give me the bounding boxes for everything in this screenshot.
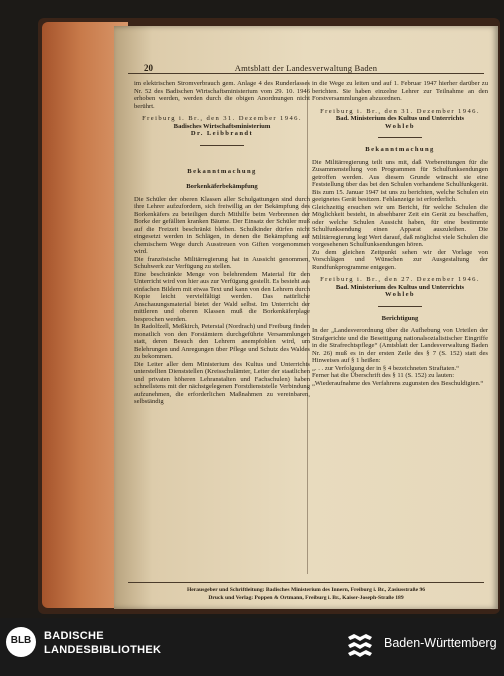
page-number: 20 [144, 63, 153, 73]
left-separator [200, 145, 244, 146]
left-column [134, 80, 310, 406]
blb-logo-mark: BLB [10, 635, 32, 646]
left-signer: Dr. Leibbrandt [190, 130, 254, 137]
library-name-line2: LANDESBIBLIOTHEK [44, 644, 162, 656]
correction-paragraph: In der „Landesverordnung über die Aufhebung von Urteilen der Strafgerichte und die Beseitigung nationalsozialistischer Eingriffe in die Strafrechtspflege“ (Amtsblatt der Landesverwaltung Baden Nr. 26) muß es in der ersten Zeile des § 7 (S. 152) statt des Hinweises auf § 1 heißen: [312, 327, 488, 364]
right-date: Freiburg i. Br., den 31. Dezember 1946. [320, 107, 480, 115]
right-separator [378, 137, 422, 138]
left-date: Freiburg i. Br., den 31. Dezember 1946. [142, 115, 302, 122]
right-paragraph: Zu dem gleichen Zeitpunkt sehen wir der Vorlage von Vorschlägen und Wünschen zur Ausgestaltung der Rundfunkprogramme entgegen. [312, 248, 488, 271]
right-authority-2: Bad. Ministerium des Kultus und Unterrichts [335, 283, 465, 291]
document-page [114, 26, 498, 609]
correction-paragraph: „Wiederaufnahme des Verfahrens zugunsten des Beschuldigten.“ [312, 379, 484, 387]
left-paragraph: Die französische Militärregierung hat in Aussicht genommen, Schuhwerk zur Verfügung zu stellen. [134, 255, 310, 270]
blb-logo[interactable] [6, 627, 36, 657]
correction-paragraph: Ferner hat die Überschrift des § 11 (S. 152) zu lauten: [312, 372, 455, 379]
branding-bar [0, 618, 504, 676]
right-date-2: Freiburg i. Br., den 27. Dezember 1946. [320, 276, 480, 283]
right-paragraph: Gleichzeitig ersuchen wir um Bericht, für welche Schulen die Möglichkeit besteht, in absehbarer Zeit ein Gerät zu beschaffen, oder welche Schulen Aussicht haben, für eine bestimmte Schulfunksendung einen Apparat auszuleihen. Die Militärregierung legt Wert darauf, daß möglichst viele Schulen die vorgesehenen Schulfunksendungen hören. [312, 203, 488, 248]
right-authority: Bad. Ministerium des Kultus und Unterrichts [335, 115, 465, 122]
running-header [128, 61, 484, 74]
left-paragraph: Die Leiter aller dem Ministerium des Kultus und Unterrichts unterstellten Dienststellen (Kreisschulämter, Leiter der staatlichen und privaten höheren Lehranstalten und Fachschulen) haben schnellstens mit der nächstgelegenen Forstdienststelle Verbindung aufzunehmen, die erforderlichen Maßnahmen zu vereinbaren, selbständig [134, 360, 310, 405]
left-paragraph: Eine beschränkte Menge von belehrendem Material für den Unterricht wird von hier aus zur Verfügung gestellt. Es besteht aus einfachen Bildern mit etwas Text und kann von den Lehrern durch Kopie leicht vervielfältigt werden. Das natürliche Anschauungsmaterial bietet der Wald selbst. Im Unterricht der mittleren und oberen Klassen muß die Borkenkäferplage besprochen werden. [134, 270, 310, 323]
right-signer-2: Wohleb [384, 291, 416, 298]
imprint-line: Herausgeber und Schriftleitung: Badisches Ministerium des Innern, Freiburg i. Br., Zasiusstraße 96 [186, 587, 426, 593]
left-paragraph: Die Schüler der oberen Klassen aller Schulgattungen sind durch ihre Lehrer aufzufordern, sich freiwillig an der Bekämpfung des Borkenkäfers zu beteiligen durch Mithilfe beim Verbrennen der Borke der gefällten kranken Bäume. Der Einsatz der Schüler muß auf die Freizeit beschränkt bleiben. Schulkinder dürfen nicht eingesetzt werden in Schlägen, in denen die Bekämpfung auf chemischem Wege durch Ausstreuen von Giften vorgenommen wird. [134, 195, 310, 255]
left-intro: im elektrischen Stromverbrauch gem. Anlage 4 des Runderlasses Nr. 52 des Badischen Wirtschaftsministerium vom 29. 10. 1946 erhoben werden, werden durch die obigen Anordnungen nicht berührt. [134, 80, 310, 110]
right-paragraph: Die Militärregierung teilt uns mit, daß Vorbereitungen für die Zusammenstellung von Programmen für Schulfunksendungen getroffen werden. Aus diesem Grunde wünscht sie eine Feststellung über das bei den Schulen vorhandene Schulfunkgerät. Bis zum 15. Januar 1947 ist uns zu berichten, welche Schulen ein geeignetes Gerät besitzen. Fehlanzeige ist erforderlich. [312, 158, 488, 203]
left-authority: Badisches Wirtschaftsministerium [173, 122, 271, 130]
correction-paragraph: „. . . zur Verfolgung der in § 4 bezeichneten Straftaten.“ [312, 364, 460, 372]
right-column [312, 80, 488, 387]
correction-heading: Berichtigung [381, 314, 419, 322]
baden-wuerttemberg-logo-icon[interactable] [345, 629, 375, 657]
imprint-footer [128, 582, 484, 602]
right-separator-2 [378, 306, 422, 307]
right-signer: Wohleb [384, 122, 416, 130]
left-subheading: Borkenkäferbekämpfung [186, 183, 258, 190]
left-heading: Bekanntmachung [187, 167, 257, 175]
right-continuation: in die Wege zu leiten und auf 1. Februar 1947 hierher darüber zu berichten. Sie haben einzelne Lehrer zur Teilnahme an den Forstversammlungen abzuordnen. [312, 80, 488, 102]
state-name: Baden-Württemberg [384, 636, 497, 650]
running-title: Amtsblatt der Landesverwaltung Baden [234, 63, 378, 73]
library-name-line1: BADISCHE [44, 630, 104, 642]
right-heading: Bekanntmachung [365, 146, 435, 153]
left-paragraph: In Radolfzell, Meßkirch, Peterstal (Nordrach) und Freiburg finden monatlich von den Forstämtern durchgeführte Versammlungen statt, deren Besuch den Lehrern anempfohlen wird, um Belehrungen und Anregungen über Pflege und Schutz des Waldes zu bekommen. [134, 323, 310, 360]
imprint-line: Druck und Verlag: Poppen & Ortmann, Freiburg i. Br., Kaiser-Joseph-Straße 189 [208, 595, 404, 601]
